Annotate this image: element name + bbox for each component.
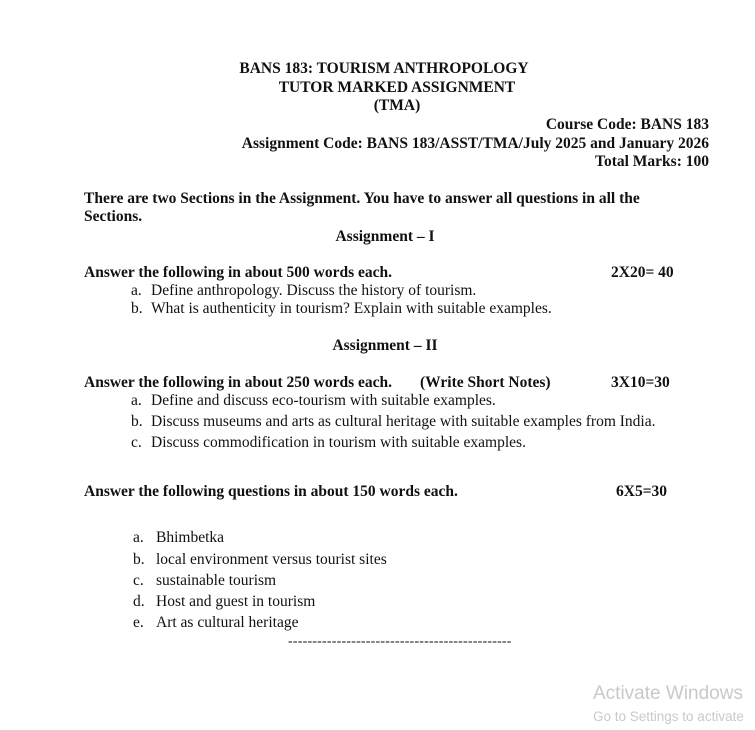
question-text: Discuss museums and arts as cultural heritage with suitable examples from India.	[151, 413, 656, 430]
list-item	[131, 413, 655, 431]
list-marker: c.	[133, 572, 144, 589]
question-text: Discuss commodification in tourism with suitable examples.	[151, 434, 526, 451]
question-text: What is authenticity in tourism? Explain with suitable examples.	[151, 300, 552, 317]
section-2-instruction: Answer the following in about 250 words each.	[84, 374, 393, 391]
list-item	[133, 551, 387, 569]
document-subtitle: TUTOR MARKED ASSIGNMENT	[278, 79, 516, 96]
section-1-instruction: Answer the following in about 500 words each.	[84, 264, 393, 281]
section-3-instruction: Answer the following questions in about 150 words each.	[84, 483, 458, 500]
section-1-marks: 2X20= 40	[611, 264, 674, 281]
question-text: Host and guest in tourism	[156, 593, 316, 610]
document-abbr: (TMA)	[373, 97, 421, 114]
end-rule: ----------------------------------------------	[288, 634, 512, 649]
list-item	[133, 572, 276, 590]
list-marker: b.	[131, 300, 143, 317]
list-marker: b.	[131, 413, 143, 430]
list-item	[133, 529, 224, 547]
question-text: Define anthropology. Discuss the history of tourism.	[151, 282, 477, 299]
list-item	[131, 434, 526, 452]
question-text: Bhimbetka	[156, 529, 225, 546]
intro-line-2: Sections.	[84, 208, 143, 225]
question-text: Define and discuss eco-tourism with suitable examples.	[151, 392, 496, 409]
question-text: local environment versus tourist sites	[156, 551, 387, 568]
list-marker: a.	[131, 282, 142, 299]
list-item	[131, 392, 496, 410]
list-marker: a.	[131, 392, 142, 409]
list-item	[133, 593, 315, 611]
course-code: Course Code: BANS 183	[545, 116, 709, 133]
total-marks: Total Marks: 100	[595, 153, 709, 170]
section-2-note: (Write Short Notes)	[420, 374, 551, 391]
list-marker: c.	[131, 434, 142, 451]
section-2-marks: 3X10=30	[611, 374, 670, 391]
assignment-code: Assignment Code: BANS 183/ASST/TMA/July 2025 and January 2026	[241, 135, 709, 152]
list-marker: b.	[133, 551, 145, 568]
question-text: sustainable tourism	[156, 572, 277, 589]
section-2-heading: Assignment – II	[332, 337, 438, 354]
document-title: BANS 183: TOURISM ANTHROPOLOGY	[239, 60, 529, 77]
activate-windows-title: Activate Windows	[593, 683, 743, 704]
section-3-marks: 6X5=30	[616, 483, 668, 500]
list-marker: d.	[133, 593, 145, 610]
section-1-heading: Assignment – I	[335, 228, 435, 245]
question-text: Art as cultural heritage	[156, 614, 299, 631]
list-marker: a.	[133, 529, 144, 546]
list-marker: e.	[133, 614, 144, 631]
list-item	[133, 614, 298, 632]
list-item	[131, 300, 552, 318]
list-item	[131, 282, 476, 300]
intro-line-1: There are two Sections in the Assignment. You have to answer all questions in all the	[84, 190, 640, 207]
activate-windows-subtitle: Go to Settings to activate	[593, 709, 744, 724]
